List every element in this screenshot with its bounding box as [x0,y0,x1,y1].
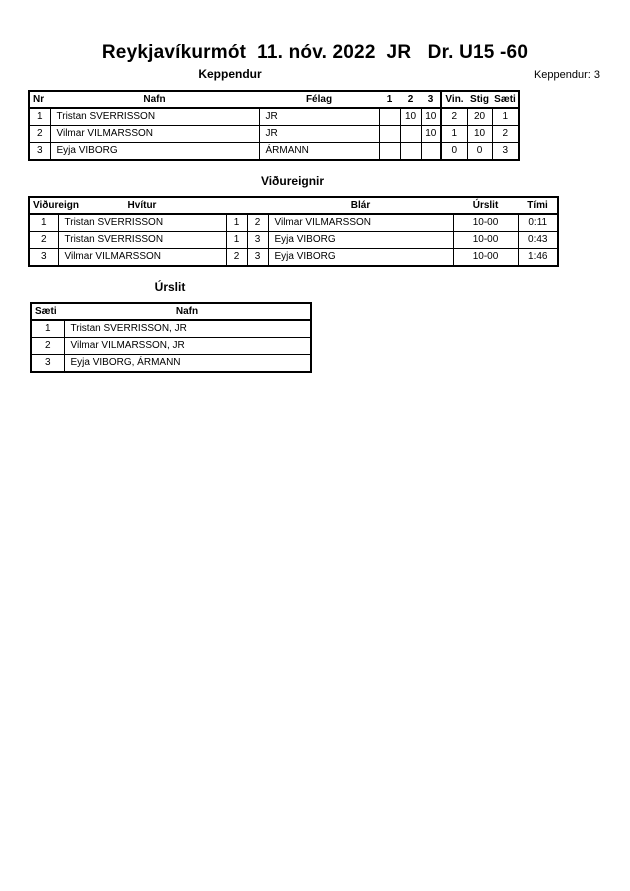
urslit-row [31,355,311,373]
cell-stig: 10 [467,126,492,143]
cell-hvitur: Tristan SVERRISSON [58,232,226,249]
cell-urslit: 10-00 [453,249,518,267]
cell-match-nr: 3 [29,249,58,267]
cell-result-3: 10 [421,108,441,126]
urslit-row [31,338,311,355]
cell-hvitur: Vilmar VILMARSSON [58,249,226,267]
cell-felag: ÁRMANN [259,143,379,161]
cell-saeti: 1 [31,320,64,338]
cell-saeti: 3 [492,143,519,161]
keppendur-row [29,126,519,143]
cell-blar: Vilmar VILMARSSON [268,214,453,232]
urslit-header-row [31,303,311,320]
cell-vin: 1 [441,126,467,143]
cell-nafn: Eyja VIBORG, ÁRMANN [64,355,311,373]
cell-saeti: 2 [31,338,64,355]
vidureignir-table [28,196,559,267]
section-title-urslit: Úrslit [154,280,186,294]
cell-timi: 1:46 [518,249,558,267]
cell-stig: 20 [467,108,492,126]
col-header-vin: Vin. [441,91,467,108]
cell-urslit: 10-00 [453,232,518,249]
cell-nr: 2 [29,126,50,143]
keppendur-row [29,108,519,126]
cell-blar-nr: 3 [247,232,268,249]
col-header-1: 1 [379,91,400,108]
cell-saeti: 2 [492,126,519,143]
cell-nr: 1 [29,108,50,126]
cell-result-1 [379,126,400,143]
cell-nafn: Vilmar VILMARSSON [50,126,259,143]
keppendur-table [28,90,520,161]
cell-result-2 [400,126,421,143]
col-header-nr: Nr [29,91,50,108]
section-title-vidureignir: Viðureignir [260,174,325,188]
cell-blar-nr: 3 [247,249,268,267]
cell-result-1 [379,143,400,161]
cell-saeti: 3 [31,355,64,373]
keppendur-header-row [29,91,519,108]
cell-result-3: 10 [421,126,441,143]
col-header-felag: Félag [259,91,379,108]
cell-hvitur-nr: 1 [226,232,247,249]
cell-result-1 [379,108,400,126]
cell-stig: 0 [467,143,492,161]
cell-blar-nr: 2 [247,214,268,232]
cell-match-nr: 2 [29,232,58,249]
cell-vin: 0 [441,143,467,161]
cell-urslit: 10-00 [453,214,518,232]
col-header-timi: Tími [518,197,558,214]
cell-nafn: Tristan SVERRISSON [50,108,259,126]
cell-result-3 [421,143,441,161]
cell-timi: 0:11 [518,214,558,232]
col-header-saeti: Sæti [492,91,519,108]
vidureignir-row [29,249,558,267]
cell-timi: 0:43 [518,232,558,249]
competitors-count-label: Keppendur: 3 [533,69,600,81]
cell-nafn: Eyja VIBORG [50,143,259,161]
cell-vin: 2 [441,108,467,126]
col-header-3: 3 [421,91,441,108]
col-header-blar-nr [247,197,268,214]
cell-hvitur: Tristan SVERRISSON [58,214,226,232]
cell-nr: 3 [29,143,50,161]
col-header-hvitur-nr [226,197,247,214]
col-header-saeti: Sæti [31,303,64,320]
cell-felag: JR [259,126,379,143]
cell-blar: Eyja VIBORG [268,249,453,267]
col-header-urslit: Úrslit [453,197,518,214]
keppendur-row [29,143,519,161]
cell-hvitur-nr: 2 [226,249,247,267]
col-header-nafn: Nafn [64,303,311,320]
cell-result-2 [400,143,421,161]
urslit-row [31,320,311,338]
cell-match-nr: 1 [29,214,58,232]
section-title-keppendur: Keppendur [198,67,262,81]
col-header-stig: Stig [467,91,492,108]
cell-hvitur-nr: 1 [226,214,247,232]
page-title: Reykjavíkurmót 11. nóv. 2022 JR Dr. U15 -60 [101,42,529,63]
vidureignir-row [29,214,558,232]
cell-felag: JR [259,108,379,126]
urslit-table [30,302,312,373]
cell-blar: Eyja VIBORG [268,232,453,249]
cell-nafn: Tristan SVERRISSON, JR [64,320,311,338]
vidureignir-row [29,232,558,249]
cell-nafn: Vilmar VILMARSSON, JR [64,338,311,355]
col-header-hvitur: Hvítur [58,197,226,214]
col-header-2: 2 [400,91,421,108]
cell-result-2: 10 [400,108,421,126]
col-header-nafn: Nafn [50,91,259,108]
col-header-blar: Blár [268,197,453,214]
col-header-vidureign: Viðureign [29,197,58,214]
vidureignir-header-row [29,197,558,214]
cell-saeti: 1 [492,108,519,126]
